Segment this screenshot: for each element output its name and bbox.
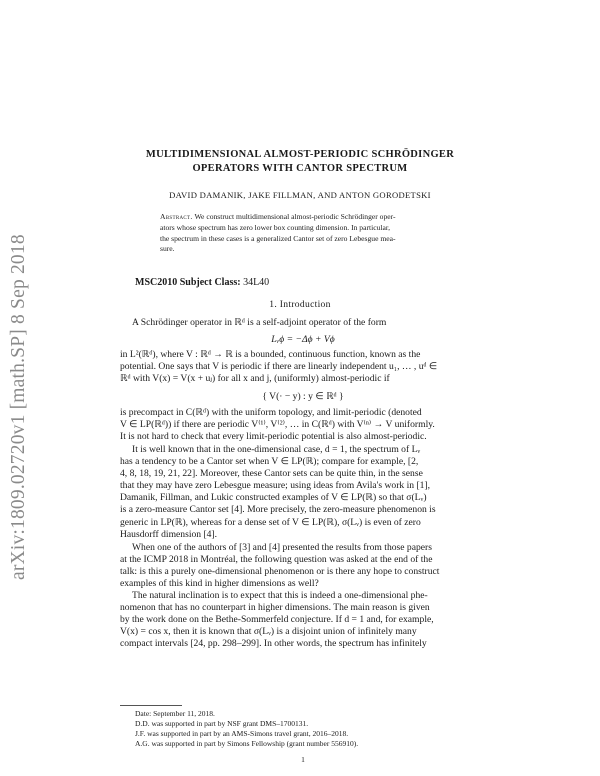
footnote: Date: September 11, 2018. bbox=[135, 709, 215, 718]
title-line-1: MULTIDIMENSIONAL ALMOST-PERIODIC SCHRÖDINGER bbox=[145, 149, 455, 160]
text-line: by the work done on the Bethe-Sommerfeld conjecture. If d = 1 and, for example, bbox=[120, 614, 434, 626]
msc-class bbox=[135, 277, 269, 288]
text-line: compact intervals [24, pp. 298–299]. In other words, the spectrum has infinitely bbox=[120, 638, 427, 650]
paragraph-intro: A Schrödinger operator in ℝᵈ is a self-adjoint operator of the form bbox=[132, 317, 387, 328]
text-line: It is not hard to check that every limit-periodic potential is also almost-periodic. bbox=[120, 431, 427, 443]
footnote: D.D. was supported in part by NSF grant DMS–1700131. bbox=[135, 719, 309, 728]
paragraph-5 bbox=[120, 590, 486, 650]
text-line: nomenon that has no counterpart in higher dimensions. The main reason is given bbox=[120, 602, 430, 614]
text-line: that they may have zero Lebesgue measure; using ideas from Avila's work in [1], bbox=[120, 480, 431, 492]
equation-hull: { V(· − y) : y ∈ ℝᵈ } bbox=[262, 391, 344, 402]
text-line: in L²(ℝᵈ), where V : ℝᵈ → ℝ is a bounded, continuous function, known as the bbox=[120, 349, 421, 360]
text-line: examples of this kind in higher dimensions as well? bbox=[120, 578, 319, 590]
abstract-line: ators whose spectrum has zero lower box counting dimension. In particular, bbox=[160, 222, 390, 232]
equation-schrodinger: Lᵥϕ = −Δϕ + Vϕ bbox=[271, 334, 335, 345]
arxiv-identifier[interactable]: arXiv:1809.02720v1 [math.SP] 8 Sep 2018 bbox=[8, 234, 29, 580]
text-line: potential. One says that V is periodic if there are linearly independent u₁, … , uᵈ ∈ bbox=[120, 361, 438, 373]
footnote: J.F. was supported in part by an AMS-Simons travel grant, 2016–2018. bbox=[135, 729, 349, 738]
text-line: generic in LP(ℝ), whereas for a dense set of V ∈ LP(ℝ), σ(Lᵥ) is even of zero bbox=[120, 516, 421, 528]
paragraph-3 bbox=[120, 444, 486, 541]
abstract-line: the spectrum in these cases is a generalized Cantor set of zero Lebesgue mea- bbox=[160, 233, 396, 243]
text-line: Hausdorff dimension [4]. bbox=[120, 528, 218, 540]
abstract-label: Abstract. bbox=[160, 212, 193, 221]
footnote-rule bbox=[120, 705, 182, 706]
section-heading: 1. Introduction bbox=[269, 299, 331, 310]
text-line: When one of the authors of [3] and [4] presented the results from those papers bbox=[132, 542, 432, 553]
text-line: Damanik, Fillman, and Lukic constructed examples of V ∈ LP(ℝ) so that σ(Lᵥ) bbox=[120, 492, 427, 504]
footnote: A.G. was supported in part by Simons Fellowship (grant number 556910). bbox=[135, 739, 359, 748]
text-line: It is well known that in the one-dimensional case, d = 1, the spectrum of Lᵥ bbox=[132, 444, 421, 455]
paragraph-2 bbox=[120, 407, 486, 443]
title-line-2: OPERATORS WITH CANTOR SPECTRUM bbox=[192, 163, 408, 174]
paragraph-4 bbox=[120, 542, 486, 590]
paper-title bbox=[120, 148, 480, 176]
text-line: has a tendency to be a Cantor set when V ∈ LP(ℝ); compare for example, [2, bbox=[120, 456, 419, 468]
text-line: at the ICMP 2018 in Montréal, the following question was asked at the end of the bbox=[120, 554, 433, 566]
text-line: 4, 8, 18, 19, 21, 22]. Moreover, these Cantor sets can be quite thin, in the sense bbox=[120, 468, 423, 480]
text-line: is a zero-measure Cantor set [4]. More precisely, the zero-measure phenomenon is bbox=[120, 504, 436, 516]
text-line: V(x) = cos x, then it is known that σ(Lᵥ) is a disjoint union of infinitely many bbox=[120, 626, 417, 638]
paragraph-1 bbox=[120, 349, 486, 385]
text-line: is precompact in C(ℝᵈ) with the uniform topology, and limit-periodic (denoted bbox=[120, 407, 422, 418]
abstract-line: sure. bbox=[160, 244, 175, 254]
author-list: DAVID DAMANIK, JAKE FILLMAN, AND ANTON GORODETSKI bbox=[169, 190, 431, 200]
text-line: ℝᵈ with V(x) = V(x + uⱼ) for all x and j, (uniformly) almost-periodic if bbox=[120, 373, 390, 385]
msc-label: MSC2010 Subject Class: bbox=[135, 277, 241, 288]
msc-value: 34L40 bbox=[243, 277, 270, 288]
abstract-line: We construct multidimensional almost-periodic Schrödinger oper- bbox=[194, 212, 396, 221]
text-line: V ∈ LP(ℝᵈ)) if there are periodic V⁽¹⁾, V⁽²⁾, … in C(ℝᵈ) with V⁽ⁿ⁾ → V uniformly. bbox=[120, 419, 435, 431]
abstract bbox=[160, 212, 442, 255]
footnotes bbox=[135, 709, 358, 749]
text-line: talk: is this a purely one-dimensional phenomenon or is there any hope to construct bbox=[120, 566, 440, 578]
text-line: The natural inclination is to expect that this is indeed a one-dimensional phe- bbox=[132, 590, 428, 601]
page-number: 1 bbox=[301, 755, 305, 764]
